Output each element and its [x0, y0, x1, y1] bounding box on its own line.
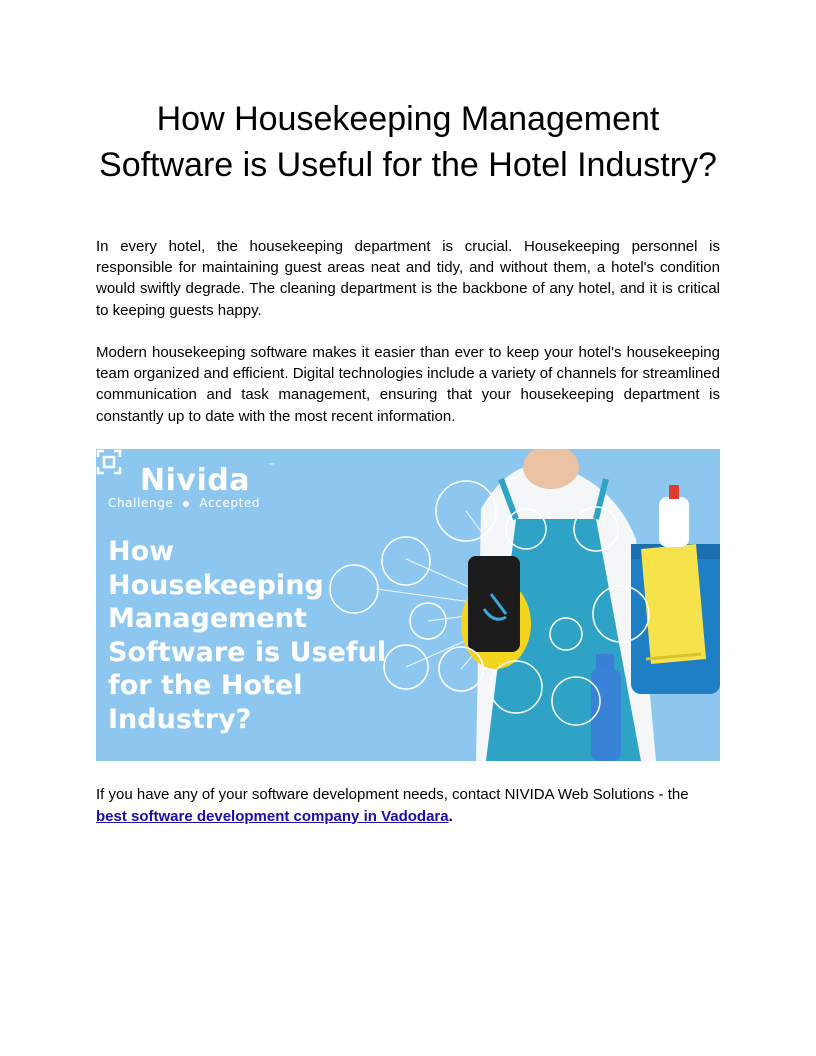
article-title: How Housekeeping Management Software is Useful for the Hotel Industry?	[99, 100, 717, 184]
software-paragraph: Modern housekeeping software makes it easier than ever to keep your hotel's housekeeping team organized and efficient. Digital technologies include a variety of channels for streamlined communication and task management, ensuring that your housekeeping department is constantly up to date with the most recent information.	[96, 344, 720, 425]
nivida-logo-text: Nivida	[140, 463, 250, 498]
tagline-dot	[183, 501, 189, 507]
tagline-right: Accepted	[199, 496, 261, 510]
contact-text: If you have any of your software development needs, contact NIVIDA Web Solutions - the	[96, 786, 689, 803]
article-banner-image	[96, 449, 720, 761]
contact-period: .	[448, 807, 453, 825]
logo-tagline	[108, 496, 260, 510]
nivida-logo-icon	[96, 449, 122, 475]
intro-paragraph: In every hotel, the housekeeping department is crucial. Housekeeping personnel is responsible for maintaining guest areas neat and tidy, and without them, a hotel's condition would swiftly degrade. The cleaning department is the backbone of any hotel, and it is critical to keeping guests happy.	[96, 238, 720, 319]
tagline-left: Challenge	[108, 496, 174, 510]
trademark-symbol: ™	[268, 463, 274, 469]
vadodara-company-link[interactable]: best software development company in Vadodara	[96, 807, 449, 825]
contact-paragraph	[96, 784, 720, 827]
banner-heading: How Housekeeping Management Software is Useful for the Hotel Industry?	[108, 536, 387, 735]
